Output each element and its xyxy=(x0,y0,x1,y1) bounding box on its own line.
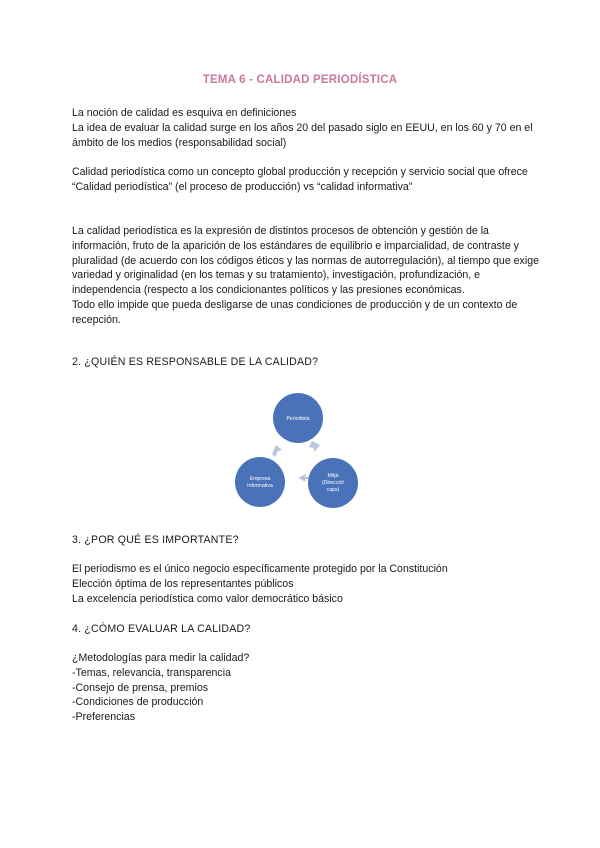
list-item: -Preferencias xyxy=(72,711,135,724)
node-mitja-label-line: Mitjà xyxy=(327,473,339,479)
intro-line: La noción de calidad es esquiva en definiciones xyxy=(72,107,297,119)
definition-text: La calidad periodística es la expresión de distintos procesos de obtención y gestión de la información, fruto de la aparición de los estándares de equilibrio e imparcialidad, de contraste y pluralidad (de acuerdo con los códigos éticos y las normas de autorregulación), al tiempo que exige variedad y originalidad (en los temas y su tratamiento), investigación, profundización, e independencia (respecto a los condicionantes políticos y las presiones económicas. xyxy=(72,225,539,297)
section-4-heading: 4. ¿CÓMO EVALUAR LA CALIDAD? xyxy=(72,623,251,635)
responsibility-cycle-diagram xyxy=(228,378,378,524)
section-2-heading: 2. ¿QUIÉN ES RESPONSABLE DE LA CALIDAD? xyxy=(72,356,319,368)
importance-list xyxy=(72,562,542,606)
list-item: Elección óptima de los representantes públicos xyxy=(72,577,294,590)
evaluation-question: ¿Metodologías para medir la calidad? xyxy=(72,652,250,664)
page-title: TEMA 6 - CALIDAD PERIODÍSTICA xyxy=(202,74,398,86)
list-item: La excelencia periodística como valor democrático básico xyxy=(72,592,343,605)
global-line: “Calidad periodística” (el proceso de producción) vs “calidad informativa” xyxy=(72,180,413,193)
list-item: -Temas, relevancia, transparencia xyxy=(72,666,231,679)
definition-paragraph xyxy=(72,224,542,328)
node-empresa-label-line: Empresa xyxy=(249,476,271,482)
intro-line: La idea de evaluar la calidad surge en los años 20 del pasado siglo en EEUU, en los 60 y 70 en el ámbito de los medios (responsabilidad social) xyxy=(72,121,533,149)
arrow-top-to-right xyxy=(309,441,320,452)
node-empresa-label-line: Informativa xyxy=(247,483,273,489)
node-mitja-label-line: caps) xyxy=(326,487,340,493)
section-3-heading: 3. ¿POR QUÉ ES IMPORTANTE? xyxy=(72,534,239,546)
global-line: Calidad periodística como un concepto global producción y recepción y servicio social que ofrece xyxy=(72,166,528,178)
list-item: -Condiciones de producción xyxy=(72,696,204,709)
list-item: -Consejo de prensa, premios xyxy=(72,681,209,694)
node-empresa xyxy=(235,457,285,507)
intro-paragraph xyxy=(72,106,542,150)
evaluation-list xyxy=(72,651,542,725)
list-item: El periodismo es el único negocio específicamente protegido por la Constitución xyxy=(72,563,448,575)
global-concept-paragraph xyxy=(72,165,542,195)
node-mitja-label-line: (Direcció/ xyxy=(322,480,344,486)
node-periodista-label: Periodista xyxy=(286,416,310,422)
arrow-left-to-top xyxy=(272,445,282,457)
definition-conclusion: Todo ello impide que pueda desligarse de unas condiciones de producción y de un contexto de recepción. xyxy=(72,298,518,326)
